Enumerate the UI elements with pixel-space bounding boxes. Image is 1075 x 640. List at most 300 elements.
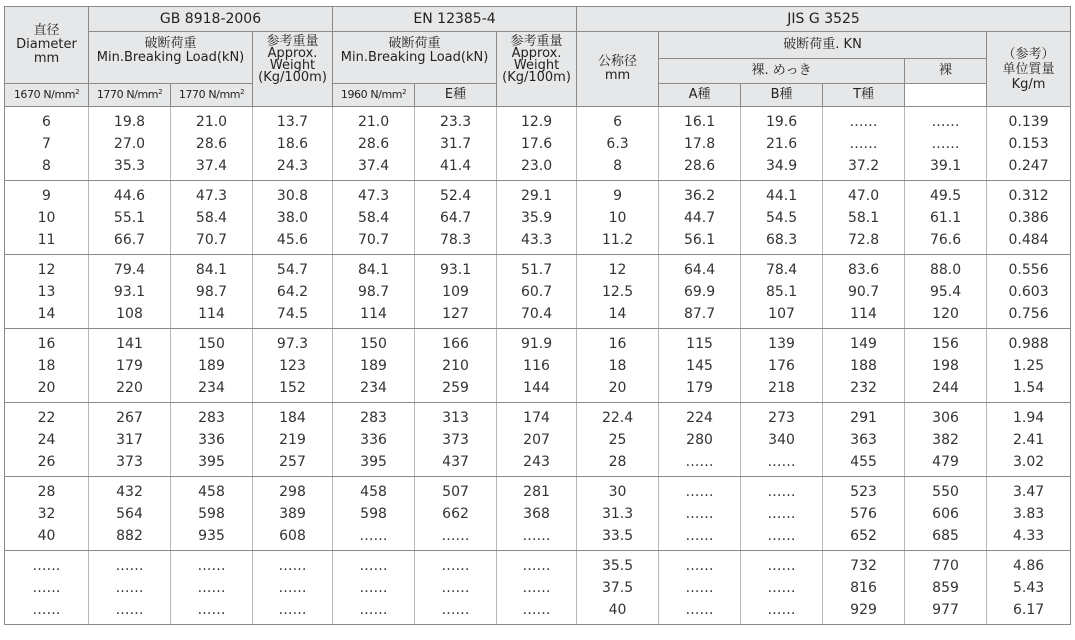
cell-value: 72.8 (847, 231, 880, 248)
cell-value: 44.6 (113, 187, 146, 204)
table-cell (741, 181, 823, 255)
table-cell (415, 107, 497, 181)
cell-value: 97.3 (276, 335, 309, 352)
table-cell (659, 551, 741, 625)
table-cell (905, 181, 987, 255)
cell-value: 44.7 (683, 209, 716, 226)
cell-value: 479 (932, 453, 959, 470)
table-cell (497, 107, 577, 181)
table-cell (171, 255, 253, 329)
cell-value: 28 (608, 453, 627, 470)
cell-value: 389 (279, 505, 306, 522)
en-1960-sup: 2 (402, 88, 407, 96)
cell-value: 34.9 (765, 157, 798, 174)
cell-value: 10 (37, 209, 56, 226)
cell-value: 10 (608, 209, 627, 226)
table-cell (659, 255, 741, 329)
cell-value: 210 (442, 357, 469, 374)
cell-value: …… (767, 557, 796, 574)
table-cell (5, 329, 89, 403)
table-cell (89, 181, 171, 255)
table-cell (89, 477, 171, 551)
cell-value: 576 (850, 505, 877, 522)
cell-value: 85.1 (765, 283, 798, 300)
cell-value: 30.8 (276, 187, 309, 204)
table-cell (333, 403, 415, 477)
cell-value: 47.3 (195, 187, 228, 204)
table-cell (89, 551, 171, 625)
cell-value: 16.1 (683, 113, 716, 130)
cell-value: …… (32, 579, 61, 596)
cell-value: 13.7 (276, 113, 309, 130)
cell-value: …… (522, 601, 551, 618)
table-cell (823, 255, 905, 329)
table-cell (823, 403, 905, 477)
table-cell (415, 551, 497, 625)
cell-value: 1.54 (1012, 379, 1045, 396)
cell-value: 16 (37, 335, 56, 352)
cell-value: 179 (686, 379, 713, 396)
cell-value: 23.3 (439, 113, 472, 130)
cell-value: 35.9 (520, 209, 553, 226)
en-breaking-load-zh: 破断荷重 (388, 36, 441, 51)
gb-1770-sup: 2 (158, 88, 163, 96)
table-cell (905, 329, 987, 403)
cell-value: 149 (850, 335, 877, 352)
table-cell (253, 255, 333, 329)
cell-value: 98.7 (195, 283, 228, 300)
cell-value: 74.5 (276, 305, 309, 322)
cell-value: 79.4 (113, 261, 146, 278)
cell-value: 20 (37, 379, 56, 396)
table-cell (905, 551, 987, 625)
cell-value: 6.17 (1012, 601, 1045, 618)
cell-value: 120 (932, 305, 959, 322)
table-row (5, 107, 1071, 181)
table-cell (253, 181, 333, 255)
cell-value: 0.756 (1008, 305, 1049, 322)
table-cell (333, 255, 415, 329)
cell-value: 816 (850, 579, 877, 596)
cell-value: 2.41 (1012, 431, 1045, 448)
cell-value: 368 (523, 505, 550, 522)
cell-value: …… (685, 483, 714, 500)
table-cell (497, 255, 577, 329)
table-cell (905, 403, 987, 477)
cell-value: 382 (932, 431, 959, 448)
cell-value: 123 (279, 357, 306, 374)
cell-value: 78.4 (765, 261, 798, 278)
table-row (5, 403, 1071, 477)
cell-value: 108 (116, 305, 143, 322)
cell-value: 150 (198, 335, 225, 352)
cell-value: 8 (613, 157, 622, 174)
table-row (5, 329, 1071, 403)
en-weight-header (497, 32, 577, 107)
cell-value: …… (849, 113, 878, 130)
cell-value: 19.6 (765, 113, 798, 130)
cell-value: 70.7 (357, 231, 390, 248)
cell-value: 550 (932, 483, 959, 500)
cell-value: 28.6 (683, 157, 716, 174)
en-weight-zh: 参考重量 (510, 34, 563, 49)
cell-value: 3.47 (1012, 483, 1045, 500)
table-cell (905, 477, 987, 551)
table-cell (741, 477, 823, 551)
table-cell (823, 181, 905, 255)
cell-value: 336 (360, 431, 387, 448)
table-cell (987, 181, 1071, 255)
gb-1670-sup: 2 (75, 88, 80, 96)
table-cell (5, 181, 89, 255)
cell-value: …… (197, 579, 226, 596)
cell-value: 64.7 (439, 209, 472, 226)
cell-value: 7 (42, 135, 51, 152)
cell-value: 935 (198, 527, 225, 544)
cell-value: 224 (686, 409, 713, 426)
cell-value: 25 (608, 431, 627, 448)
table-body (5, 107, 1071, 625)
table-cell (89, 329, 171, 403)
cell-value: …… (359, 527, 388, 544)
cell-value: 37.4 (357, 157, 390, 174)
cell-value: 107 (768, 305, 795, 322)
cell-value: 523 (850, 483, 877, 500)
cell-value: …… (359, 579, 388, 596)
cell-value: 28 (37, 483, 56, 500)
cell-value: 36.2 (683, 187, 716, 204)
jis-standard-header: JIS G 3525 (577, 7, 1071, 32)
table-cell (5, 551, 89, 625)
table-cell (253, 477, 333, 551)
cell-value: …… (278, 579, 307, 596)
cell-value: 37.5 (601, 579, 634, 596)
cell-value: 116 (523, 357, 550, 374)
cell-value: 29.1 (520, 187, 553, 204)
cell-value: 139 (768, 335, 795, 352)
cell-value: 66.7 (113, 231, 146, 248)
en-1960-header (333, 84, 415, 107)
cell-value: 14 (608, 305, 627, 322)
table-cell (253, 329, 333, 403)
cell-value: 1.25 (1012, 357, 1045, 374)
cell-value: 882 (116, 527, 143, 544)
gb-1670-label: 1670 N/mm (13, 88, 76, 101)
cell-value: 12 (608, 261, 627, 278)
table-cell (905, 107, 987, 181)
gb-weight-approx: Approx. (267, 46, 318, 61)
table-cell (89, 107, 171, 181)
cell-value: 9 (42, 187, 51, 204)
diameter-header-unit: mm (33, 51, 60, 66)
cell-value: 90.7 (847, 283, 880, 300)
cell-value: 11 (37, 231, 56, 248)
cell-value: 0.312 (1008, 187, 1049, 204)
cell-value: 232 (850, 379, 877, 396)
cell-value: 127 (442, 305, 469, 322)
cell-value: 150 (360, 335, 387, 352)
cell-value: 41.4 (439, 157, 472, 174)
en-standard-header: EN 12385-4 (333, 7, 577, 32)
cell-value: 0.139 (1008, 113, 1049, 130)
cell-value: 87.7 (683, 305, 716, 322)
cell-value: 16 (608, 335, 627, 352)
cell-value: 58.4 (357, 209, 390, 226)
cell-value: 83.6 (847, 261, 880, 278)
cell-value: 93.1 (439, 261, 472, 278)
cell-value: 1.94 (1012, 409, 1045, 426)
nominal-diameter-header (577, 32, 659, 107)
cell-value: 0.988 (1008, 335, 1049, 352)
cell-value: 732 (850, 557, 877, 574)
cell-value: 115 (686, 335, 713, 352)
cell-value: 218 (768, 379, 795, 396)
table-cell (333, 329, 415, 403)
table-cell (415, 477, 497, 551)
cell-value: …… (931, 135, 960, 152)
cell-value: …… (115, 557, 144, 574)
cell-value: …… (685, 601, 714, 618)
table-cell (741, 329, 823, 403)
cell-value: 156 (932, 335, 959, 352)
cell-value: 11.2 (601, 231, 634, 248)
cell-value: 60.7 (520, 283, 553, 300)
cell-value: 507 (442, 483, 469, 500)
cell-value: …… (441, 557, 470, 574)
cell-value: 109 (442, 283, 469, 300)
cell-value: 37.4 (195, 157, 228, 174)
cell-value: 291 (850, 409, 877, 426)
cell-value: 564 (116, 505, 143, 522)
table-cell (577, 181, 659, 255)
gb-1670-header (5, 84, 89, 107)
jis-breaking-load-header: 破断荷重. KN (659, 32, 987, 59)
cell-value: 6 (613, 113, 622, 130)
cell-value: 88.0 (929, 261, 962, 278)
table-cell (497, 477, 577, 551)
table-cell (333, 551, 415, 625)
cell-value: …… (767, 505, 796, 522)
cell-value: 24 (37, 431, 56, 448)
en-weight-unit: (Kg/100m) (502, 70, 571, 85)
cell-value: 363 (850, 431, 877, 448)
cell-value: 17.8 (683, 135, 716, 152)
cell-value: 281 (523, 483, 550, 500)
cell-value: 93.1 (113, 283, 146, 300)
table-cell (497, 403, 577, 477)
cell-value: 770 (932, 557, 959, 574)
cell-value: 31.7 (439, 135, 472, 152)
bare-header: 裸 (905, 59, 987, 84)
cell-value: 30 (608, 483, 627, 500)
cell-value: 19.8 (113, 113, 146, 130)
table-cell (987, 403, 1071, 477)
cell-value: 21.0 (357, 113, 390, 130)
cell-value: 395 (360, 453, 387, 470)
table-cell (497, 551, 577, 625)
gb-weight-unit: (Kg/100m) (258, 70, 327, 85)
cell-value: 12.5 (601, 283, 634, 300)
cell-value: 26 (37, 453, 56, 470)
cell-value: 174 (523, 409, 550, 426)
cell-value: 84.1 (195, 261, 228, 278)
cell-value: 49.5 (929, 187, 962, 204)
cell-value: 55.1 (113, 209, 146, 226)
cell-value: 17.6 (520, 135, 553, 152)
gb-weight-zh: 参考重量 (266, 34, 319, 49)
unit-mass-header (987, 32, 1071, 107)
unit-mass-zh: 单位質量 (1002, 61, 1055, 77)
cell-value: 95.4 (929, 283, 962, 300)
cell-value: 22.4 (601, 409, 634, 426)
cell-value: 3.83 (1012, 505, 1045, 522)
cell-value: 47.0 (847, 187, 880, 204)
en-weight-approx: Approx. (511, 46, 562, 61)
cell-value: 152 (279, 379, 306, 396)
cell-value: 373 (442, 431, 469, 448)
table-cell (741, 403, 823, 477)
en-breaking-load-en: Min.Breaking Load(kN) (340, 50, 489, 65)
cell-value: 283 (360, 409, 387, 426)
table-cell (577, 255, 659, 329)
cell-value: 458 (198, 483, 225, 500)
table-cell (333, 477, 415, 551)
grade-b-header: B種 (741, 84, 823, 107)
table-cell (987, 551, 1071, 625)
cell-value: 44.1 (765, 187, 798, 204)
cell-value: 179 (116, 357, 143, 374)
cell-value: 76.6 (929, 231, 962, 248)
cell-value: 28.6 (195, 135, 228, 152)
cell-value: 23.0 (520, 157, 553, 174)
table-cell (415, 255, 497, 329)
table-cell (823, 551, 905, 625)
cell-value: 598 (360, 505, 387, 522)
cell-value: 977 (932, 601, 959, 618)
cell-value: 5.43 (1012, 579, 1045, 596)
cell-value: …… (197, 601, 226, 618)
table-cell (659, 477, 741, 551)
cell-value: 0.153 (1008, 135, 1049, 152)
cell-value: 68.3 (765, 231, 798, 248)
cell-value: 432 (116, 483, 143, 500)
table-cell (171, 551, 253, 625)
cell-value: 35.3 (113, 157, 146, 174)
cell-value: 437 (442, 453, 469, 470)
en-1770-sup: 2 (240, 88, 245, 96)
cell-value: 243 (523, 453, 550, 470)
table-cell (415, 403, 497, 477)
cell-value: …… (359, 601, 388, 618)
table-row (5, 181, 1071, 255)
cell-value: 458 (360, 483, 387, 500)
table-cell (659, 107, 741, 181)
cell-value: 114 (850, 305, 877, 322)
cell-value: 189 (360, 357, 387, 374)
cell-value: 54.7 (276, 261, 309, 278)
cell-value: 144 (523, 379, 550, 396)
cell-value: …… (441, 579, 470, 596)
cell-value: 18 (37, 357, 56, 374)
table-cell (89, 403, 171, 477)
cell-value: 395 (198, 453, 225, 470)
cell-value: 21.6 (765, 135, 798, 152)
cell-value: 234 (360, 379, 387, 396)
cell-value: 114 (360, 305, 387, 322)
cell-value: …… (278, 601, 307, 618)
cell-value: 12.9 (520, 113, 553, 130)
cell-value: 219 (279, 431, 306, 448)
diameter-header (5, 7, 89, 84)
cell-value: 28.6 (357, 135, 390, 152)
table-cell (577, 329, 659, 403)
en-1960-label: 1960 N/mm (340, 88, 403, 101)
table-cell (823, 329, 905, 403)
table-cell (5, 255, 89, 329)
cell-value: 662 (442, 505, 469, 522)
cell-value: 0.603 (1008, 283, 1049, 300)
cell-value: 4.33 (1012, 527, 1045, 544)
table-cell (89, 255, 171, 329)
table-cell (577, 403, 659, 477)
cell-value: 257 (279, 453, 306, 470)
cell-value: …… (931, 113, 960, 130)
cell-value: 455 (850, 453, 877, 470)
cell-value: 58.1 (847, 209, 880, 226)
cell-value: 56.1 (683, 231, 716, 248)
cell-value: …… (685, 527, 714, 544)
cell-value: …… (359, 557, 388, 574)
cell-value: 51.7 (520, 261, 553, 278)
table-cell (171, 477, 253, 551)
table-cell (741, 107, 823, 181)
cell-value: 38.0 (276, 209, 309, 226)
cell-value: 40 (608, 601, 627, 618)
cell-value: 0.484 (1008, 231, 1049, 248)
cell-value: 259 (442, 379, 469, 396)
cell-value: 652 (850, 527, 877, 544)
table-cell (171, 107, 253, 181)
cell-value: …… (767, 453, 796, 470)
diameter-header-zh: 直径 (33, 23, 60, 38)
table-cell (823, 107, 905, 181)
cell-value: …… (197, 557, 226, 574)
cell-value: 21.0 (195, 113, 228, 130)
cell-value: 20 (608, 379, 627, 396)
table-cell (659, 329, 741, 403)
table-cell (987, 255, 1071, 329)
table-cell (5, 477, 89, 551)
cell-value: 6.3 (606, 135, 629, 152)
cell-value: 283 (198, 409, 225, 426)
table-cell (497, 329, 577, 403)
grade-a-header: A種 (659, 84, 741, 107)
cell-value: 54.5 (765, 209, 798, 226)
nominal-diameter-unit: mm (604, 68, 631, 83)
cell-value: 0.386 (1008, 209, 1049, 226)
cell-value: 0.556 (1008, 261, 1049, 278)
cell-value: 64.4 (683, 261, 716, 278)
cell-value: 184 (279, 409, 306, 426)
cell-value: 9 (613, 187, 622, 204)
cell-value: 313 (442, 409, 469, 426)
cell-value: 166 (442, 335, 469, 352)
table-cell (741, 551, 823, 625)
cell-value: 13 (37, 283, 56, 300)
cell-value: …… (32, 557, 61, 574)
table-cell (577, 477, 659, 551)
cell-value: 317 (116, 431, 143, 448)
